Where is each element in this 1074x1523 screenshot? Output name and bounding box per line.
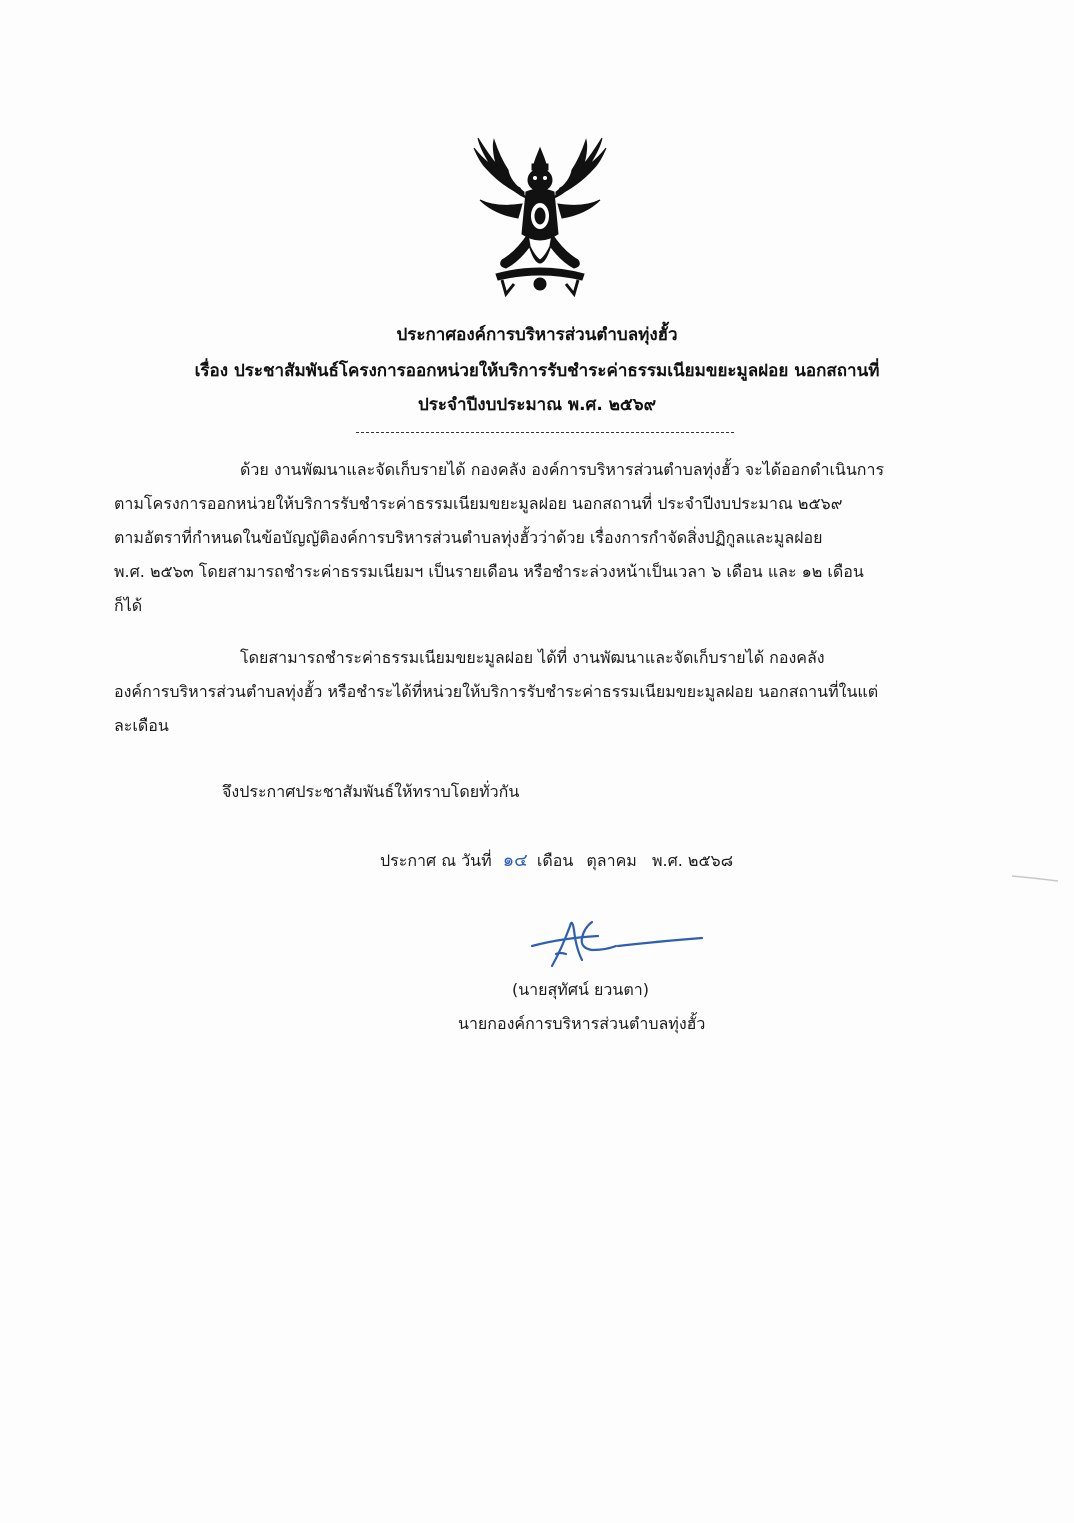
announcement-subject: เรื่อง ประชาสัมพันธ์โครงการออกหน่วยให้บริการรับชำระค่าธรรมเนียมขยะมูลฝอย นอกสถานที่	[194, 361, 880, 381]
date-day: ๑๔	[502, 850, 528, 871]
paragraph1-line: พ.ศ. ๒๕๖๓ โดยสามารถชำระค่าธรรมเนียมฯ เป็นรายเดือน หรือชำระล่วงหน้าเป็นเวลา ๖ เดือน และ ๑๒ เดือน	[114, 562, 864, 581]
paragraph1-line: ตามอัตราที่กำหนดในข้อบัญญัติองค์การบริหารส่วนตำบลทุ่งฮั้วว่าด้วย เรื่องการกำจัดสิ่งปฏิกูลและมูลฝอย	[114, 528, 823, 547]
closing-statement: จึงประกาศประชาสัมพันธ์ให้ทราบโดยทั่วกัน	[222, 782, 520, 801]
garuda-emblem-icon	[466, 134, 614, 304]
title-divider	[356, 432, 734, 433]
paragraph1-line: ด้วย งานพัฒนาและจัดเก็บรายได้ กองคลัง องค์การบริหารส่วนตำบลทุ่งฮั้ว จะได้ออกดำเนินการ	[240, 460, 885, 479]
announcement-title: ประกาศองค์การบริหารส่วนตำบลทุ่งฮั้ว	[396, 325, 678, 345]
date-prefix: ประกาศ ณ วันที่	[380, 851, 492, 870]
paragraph2-line: ละเดือน	[114, 716, 169, 735]
signature-image	[522, 908, 712, 978]
paragraph2-line: องค์การบริหารส่วนตำบลทุ่งฮั้ว หรือชำระได้ที่หน่วยให้บริการรับชำระค่าธรรมเนียมขยะมูลฝอย นอกสถานที่ในแต่	[114, 682, 879, 701]
date-month: ตุลาคม	[586, 851, 637, 870]
date-month-label: เดือน	[536, 851, 574, 870]
signatory-name: (นายสุทัศน์ ยวนตา)	[512, 980, 649, 999]
signatory-position: นายกองค์การบริหารส่วนตำบลทุ่งฮั้ว	[458, 1014, 706, 1033]
date-year: พ.ศ. ๒๕๖๘	[651, 851, 734, 870]
announcement-fiscal-year: ประจำปีงบประมาณ พ.ศ. ๒๕๖๙	[417, 395, 657, 415]
paragraph1-line: ก็ได้	[114, 596, 143, 615]
scan-artifact	[1010, 872, 1060, 882]
paragraph1-line: ตามโครงการออกหน่วยให้บริการรับชำระค่าธรรมเนียมขยะมูลฝอย นอกสถานที่ ประจำปีงบประมาณ ๒๕๖๙	[114, 494, 843, 513]
announcement-date	[380, 848, 733, 874]
paragraph2-line: โดยสามารถชำระค่าธรรมเนียมขยะมูลฝอย ได้ที่ งานพัฒนาและจัดเก็บรายได้ กองคลัง	[240, 648, 825, 667]
